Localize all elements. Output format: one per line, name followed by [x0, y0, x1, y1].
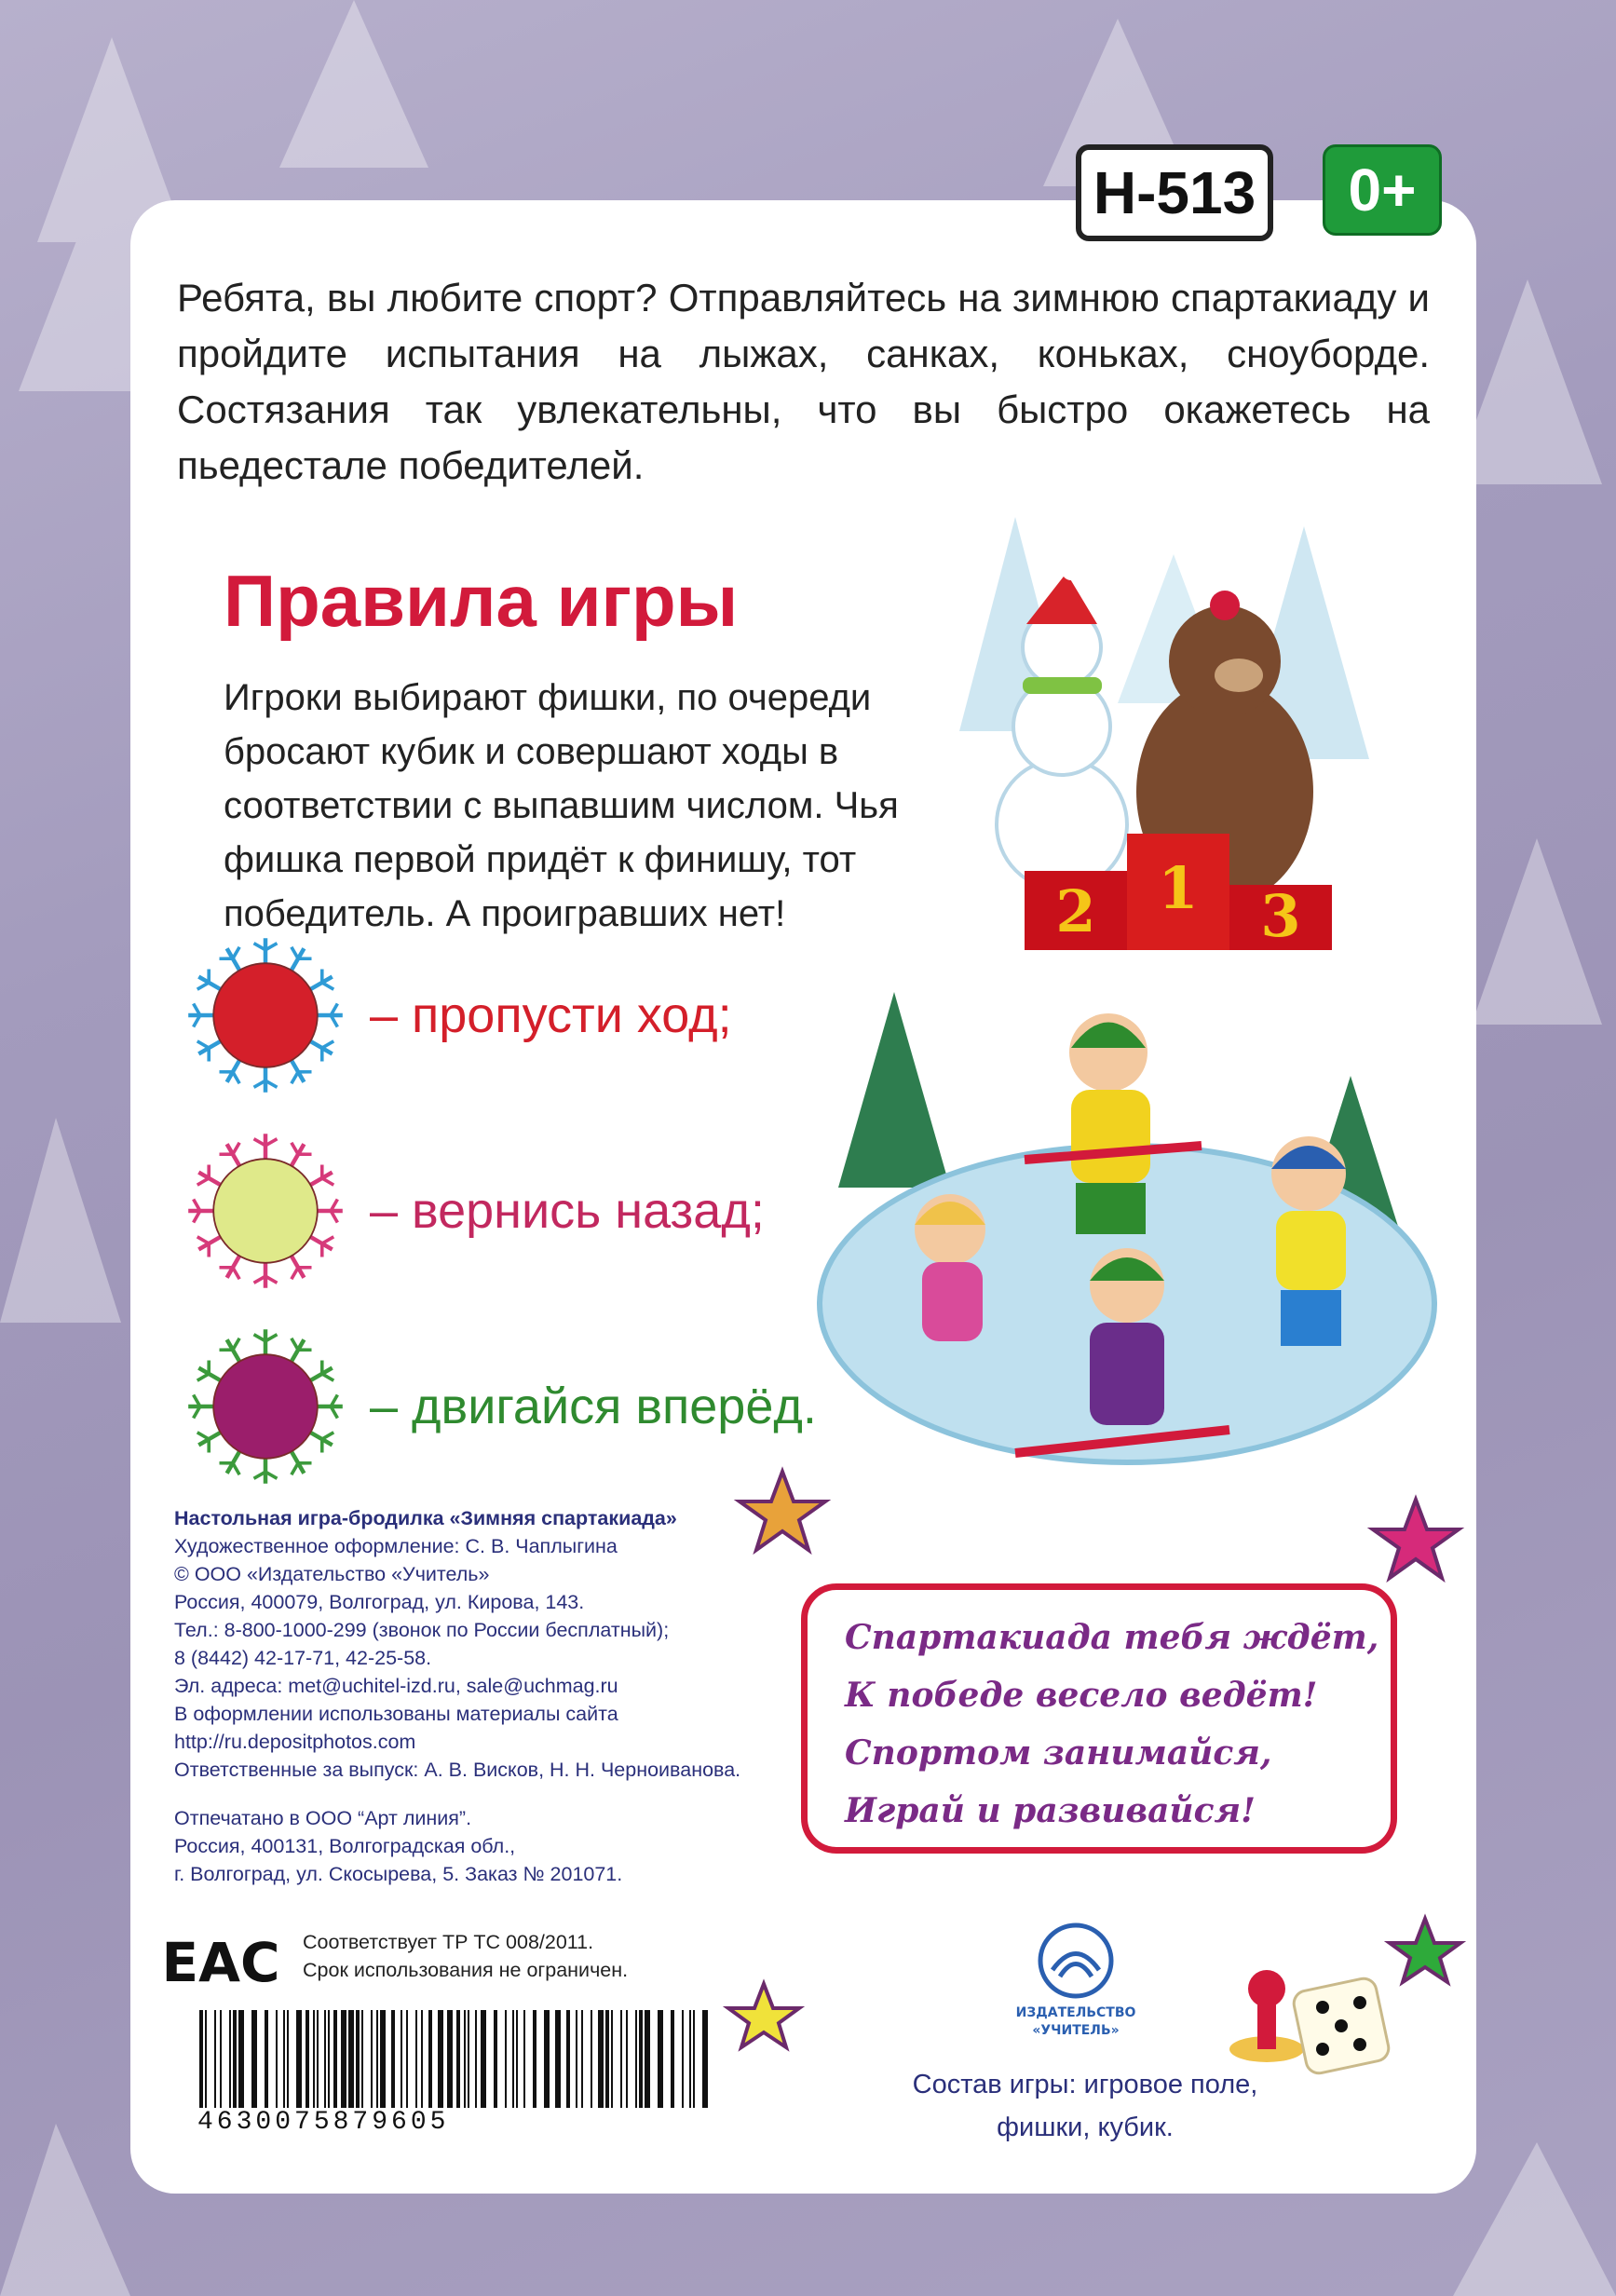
certification-text: [303, 1928, 628, 1984]
product-code-badge: H-513: [1076, 144, 1273, 241]
snowflake-purple-icon: [182, 1323, 349, 1490]
print-line: Россия, 400131, Волгоградская обл.,: [174, 1835, 516, 1857]
poem-line: Играй и развивайся!: [845, 1791, 1256, 1830]
publisher-logo: [1006, 1919, 1146, 2040]
imprint-line: Эл. адреса: met@uchitel-izd.ru, sale@uchmag.ru: [174, 1675, 618, 1697]
imprint-line: 8 (8442) 42-17-71, 42-25-58.: [174, 1647, 432, 1669]
legend-move-forward-text: – двигайся вперёд.: [370, 1379, 817, 1434]
poem-line: К победе весело ведёт!: [845, 1676, 1318, 1715]
print-line: г. Волгоград, ул. Скосырева, 5. Заказ № 201071.: [174, 1863, 623, 1885]
cert-line: Срок использования не ограничен.: [303, 1959, 629, 1981]
podium-place-3: 3: [1260, 882, 1301, 950]
podium-place-1: 1: [1158, 854, 1199, 922]
snowflake-yellow-icon: [182, 1127, 349, 1295]
contents-line: Состав игры: игровое поле,: [912, 2070, 1258, 2099]
ice-rink-illustration: [810, 973, 1444, 1514]
print-line: Отпечатано в ООО “Арт линия”.: [174, 1807, 472, 1829]
poem-line: Спортом занимайся,: [845, 1733, 1272, 1773]
cert-line: Соответствует ТР ТС 008/2011.: [303, 1931, 594, 1953]
dice-and-chips-icon: [1211, 1937, 1397, 2077]
age-rating-badge: 0+: [1323, 144, 1442, 236]
imprint-line: Россия, 400079, Волгоград, ул. Кирова, 143.: [174, 1591, 585, 1613]
eac-mark-icon: [161, 1923, 280, 1994]
svg-text:EAC: EAC: [161, 1931, 280, 1994]
podium-place-2: 2: [1055, 877, 1096, 945]
legend-go-back-text: – вернись назад;: [370, 1183, 765, 1239]
legend-skip-turn: [182, 931, 732, 1099]
imprint-title: Настольная игра-бродилка «Зимняя спартакиада»: [174, 1507, 677, 1529]
publisher-logo-line2: «УЧИТЕЛЬ»: [1032, 2023, 1120, 2038]
poem-box: [801, 1583, 1397, 1854]
barcode-number: 4630075879605: [197, 2108, 450, 2137]
legend-skip-turn-text: – пропусти ход;: [370, 987, 732, 1043]
intro-paragraph: Ребята, вы любите спорт? Отправляйтесь на зимнюю спартакиаду и пройдите испытания на лыжах, санках, коньках, сноуборде. Состязания так увлекательны, что вы быстро окажетесь на пьедестале победителей.: [177, 276, 1430, 487]
snowflake-red-icon: [182, 931, 349, 1099]
rules-text: Игроки выбирают фишки, по очереди бросают кубик и совершают ходы в соответствии с выпавшим числом. Чья фишка первой придёт к финишу, тот победитель. А проигравших нет!: [224, 677, 899, 934]
publisher-logo-line1: ИЗДАТЕЛЬСТВО: [1015, 2005, 1136, 2020]
imprint-line: В оформлении использованы материалы сайта: [174, 1703, 618, 1725]
legend-go-back: [182, 1127, 765, 1295]
imprint-line: http://ru.depositphotos.com: [174, 1731, 416, 1753]
barcode: [196, 2010, 717, 2108]
imprint-line: © ООО «Издательство «Учитель»: [174, 1563, 490, 1585]
contents-line: фишки, кубик.: [997, 2113, 1174, 2142]
podium-illustration: [959, 517, 1369, 955]
imprint-line: Ответственные за выпуск: А. В. Висков, Н. Н. Черноиванова.: [174, 1759, 741, 1781]
game-contents: [880, 2063, 1290, 2149]
imprint-line: Художественное оформление: С. В. Чаплыгина: [174, 1535, 618, 1557]
imprint-line: Тел.: 8-800-1000-299 (звонок по России бесплатный);: [174, 1619, 670, 1641]
rules-title: Правила игры: [224, 560, 739, 642]
poem-line: Спартакиада тебя ждёт,: [845, 1618, 1379, 1657]
